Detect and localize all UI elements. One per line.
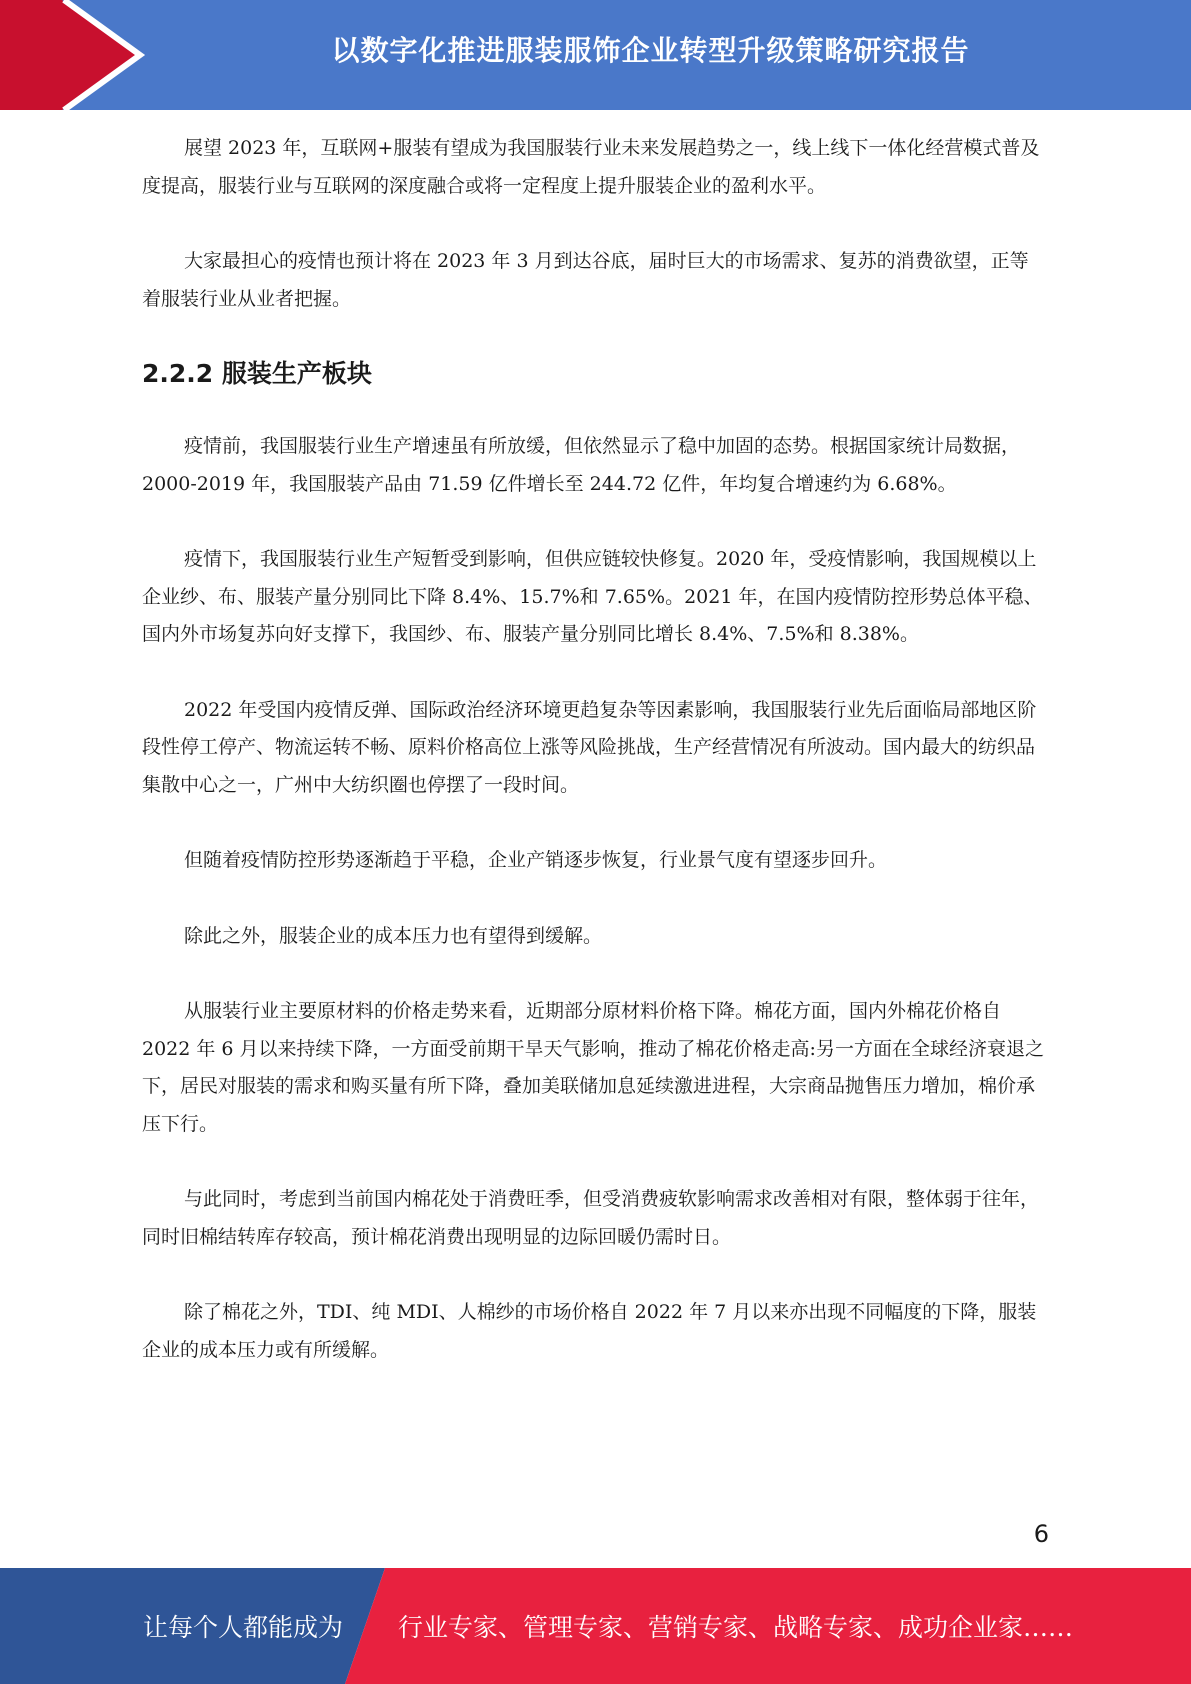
paragraph: 除了棉花之外，TDI、纯 MDI、人棉纱的市场价格自 2022 年 7 月以来亦出现不同幅度的下降，服装企业的成本压力或有所缓解。 xyxy=(142,1301,1037,1361)
paragraph: 大家最担心的疫情也预计将在 2023 年 3 月到达谷底，届时巨大的市场需求、复苏的消费欲望，正等着服装行业从业者把握。 xyxy=(142,250,1029,310)
paragraph: 从服装行业主要原材料的价格走势来看，近期部分原材料价格下降。棉花方面，国内外棉花价格自 2022 年 6 月以来持续下降，一方面受前期干旱天气影响，推动了棉花价格走高:另一方面在全球经济衰退之下，居民对服装的需求和购买量有所下降，叠加美联储加息延续激进进程，大宗商品抛售压力增加，棉价承压下行。 xyxy=(142,1000,1044,1135)
footer-slogan-left: 让每个人都能成为 xyxy=(143,1613,344,1642)
document-body xyxy=(142,130,1047,1407)
paragraph: 但随着疫情防控形势逐渐趋于平稳，企业产销逐步恢复，行业景气度有望逐步回升。 xyxy=(184,849,888,871)
paragraph: 展望 2023 年，互联网+服装有望成为我国服装行业未来发展趋势之一，线上线下一体化经营模式普及度提高，服装行业与互联网的深度融合或将一定程度上提升服装企业的盈利水平。 xyxy=(142,137,1040,197)
paragraph: 除此之外，服装企业的成本压力也有望得到缓解。 xyxy=(184,924,603,947)
footer-slogan-right: 行业专家、管理专家、营销专家、战略专家、成功企业家…… xyxy=(398,1613,1074,1642)
paragraph: 与此同时，考虑到当前国内棉花处于消费旺季，但受消费疲软影响需求改善相对有限，整体弱于往年，同时旧棉结转库存较高，预计棉花消费出现明显的边际回暖仍需时日。 xyxy=(142,1188,1040,1248)
paragraph: 2022 年受国内疫情反弹、国际政治经济环境更趋复杂等因素影响，我国服装行业先后面临局部地区阶段性停工停产、物流运转不畅、原料价格高位上涨等风险挑战，生产经营情况有所波动。国内最大的纺织品集散中心之一，广州中大纺织圈也停摆了一段时间。 xyxy=(142,698,1037,796)
section-heading: 2.2.2 服装生产板块 xyxy=(142,359,372,388)
page-footer xyxy=(0,1568,1191,1684)
page-header xyxy=(0,0,1191,110)
report-title: 以数字化推进服装服饰企业转型升级策略研究报告 xyxy=(331,34,970,67)
page-number: 6 xyxy=(1033,1520,1049,1548)
paragraph: 疫情前，我国服装行业生产增速虽有所放缓，但依然显示了稳中加固的态势。根据国家统计局数据，2000-2019 年，我国服装产品由 71.59 亿件增长至 244.72 亿件，年均复合增速约为 6.68%。 xyxy=(142,435,1021,495)
paragraph: 疫情下，我国服装行业生产短暂受到影响，但供应链较快修复。2020 年，受疫情影响，我国规模以上企业纱、布、服装产量分别同比下降 8.4%、15.7%和 7.65%。2021 年，在国内疫情防控形势总体平稳、国内外市场复苏向好支撑下，我国纱、布、服装产量分别同比增长 8.4%、7.5%和 8.38%。 xyxy=(142,548,1043,645)
